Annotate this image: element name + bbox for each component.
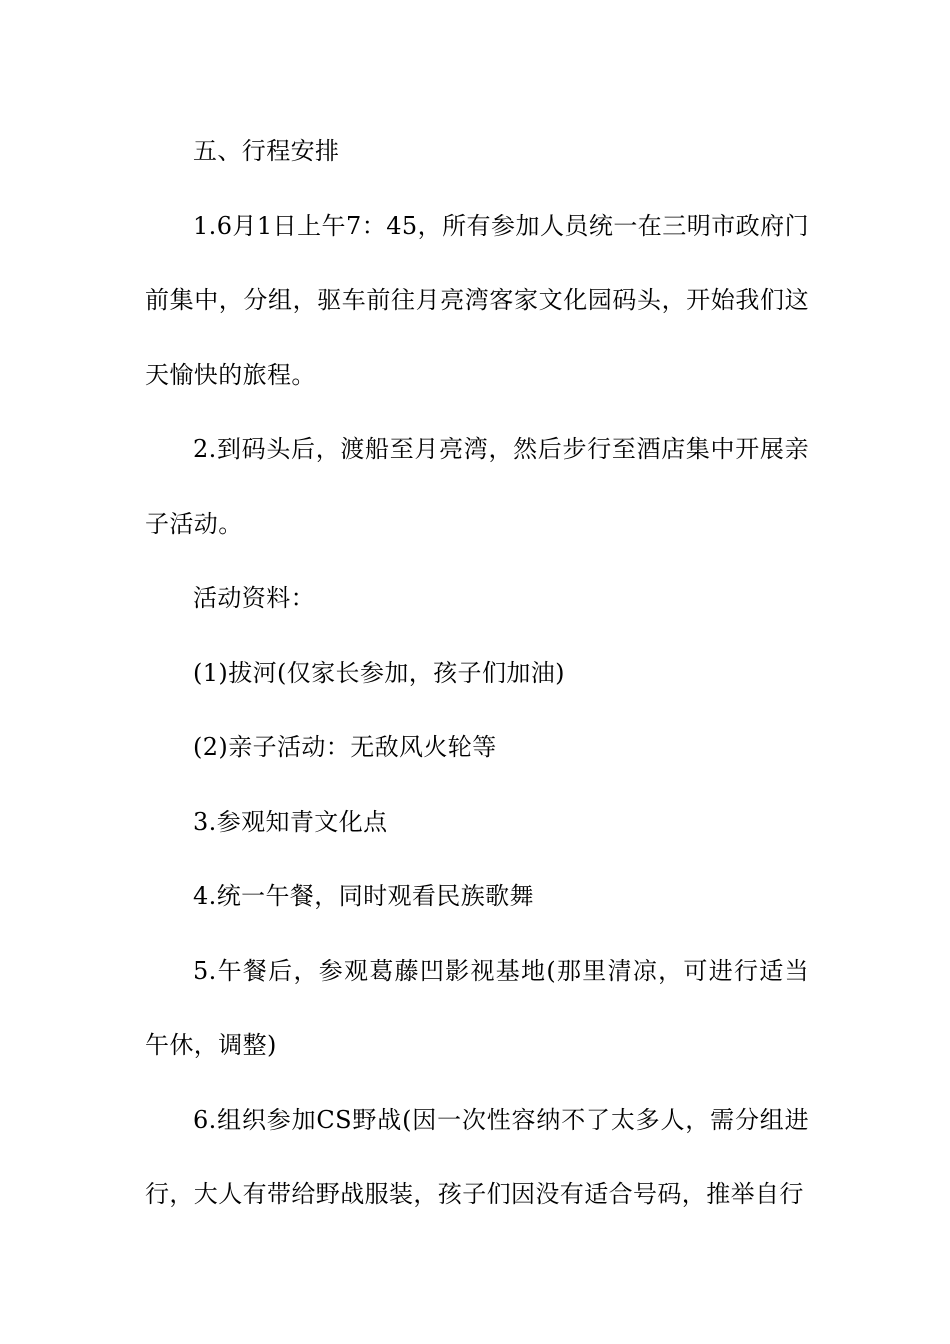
paragraph-activity-1: (1)拔河(仅家长参加，孩子们加油) [193, 658, 565, 687]
paragraph-item-4: 4.统一午餐，同时观看民族歌舞 [193, 882, 534, 910]
document-body [145, 114, 809, 1232]
paragraph-item-3: 3.参观知青文化点 [193, 807, 388, 836]
section-heading: 五、行程安排 [193, 137, 340, 165]
paragraph-item-2: 2.到码头后，渡船至月亮湾，然后步行至酒店集中开展亲子活动。 [145, 435, 809, 538]
paragraph-item-5: 5.午餐后，参观葛藤凹影视基地(那里清凉，可进行适当午休，调整) [145, 956, 809, 1059]
paragraph-item-1: 1.6月1日上午7：45，所有参加人员统一在三明市政府门前集中，分组，驱车前往月亮湾客家文化园码头，开始我们这天愉快的旅程。 [145, 211, 809, 389]
paragraph-activity-label: 活动资料： [193, 584, 315, 612]
paragraph-item-6: 6.组织参加CS野战(因一次性容纳不了太多人，需分组进行，大人有带给野战服装，孩子们因没有适合号码，推举自行 [145, 1105, 809, 1208]
paragraph-activity-2: (2)亲子活动：无敌风火轮等 [193, 733, 497, 761]
